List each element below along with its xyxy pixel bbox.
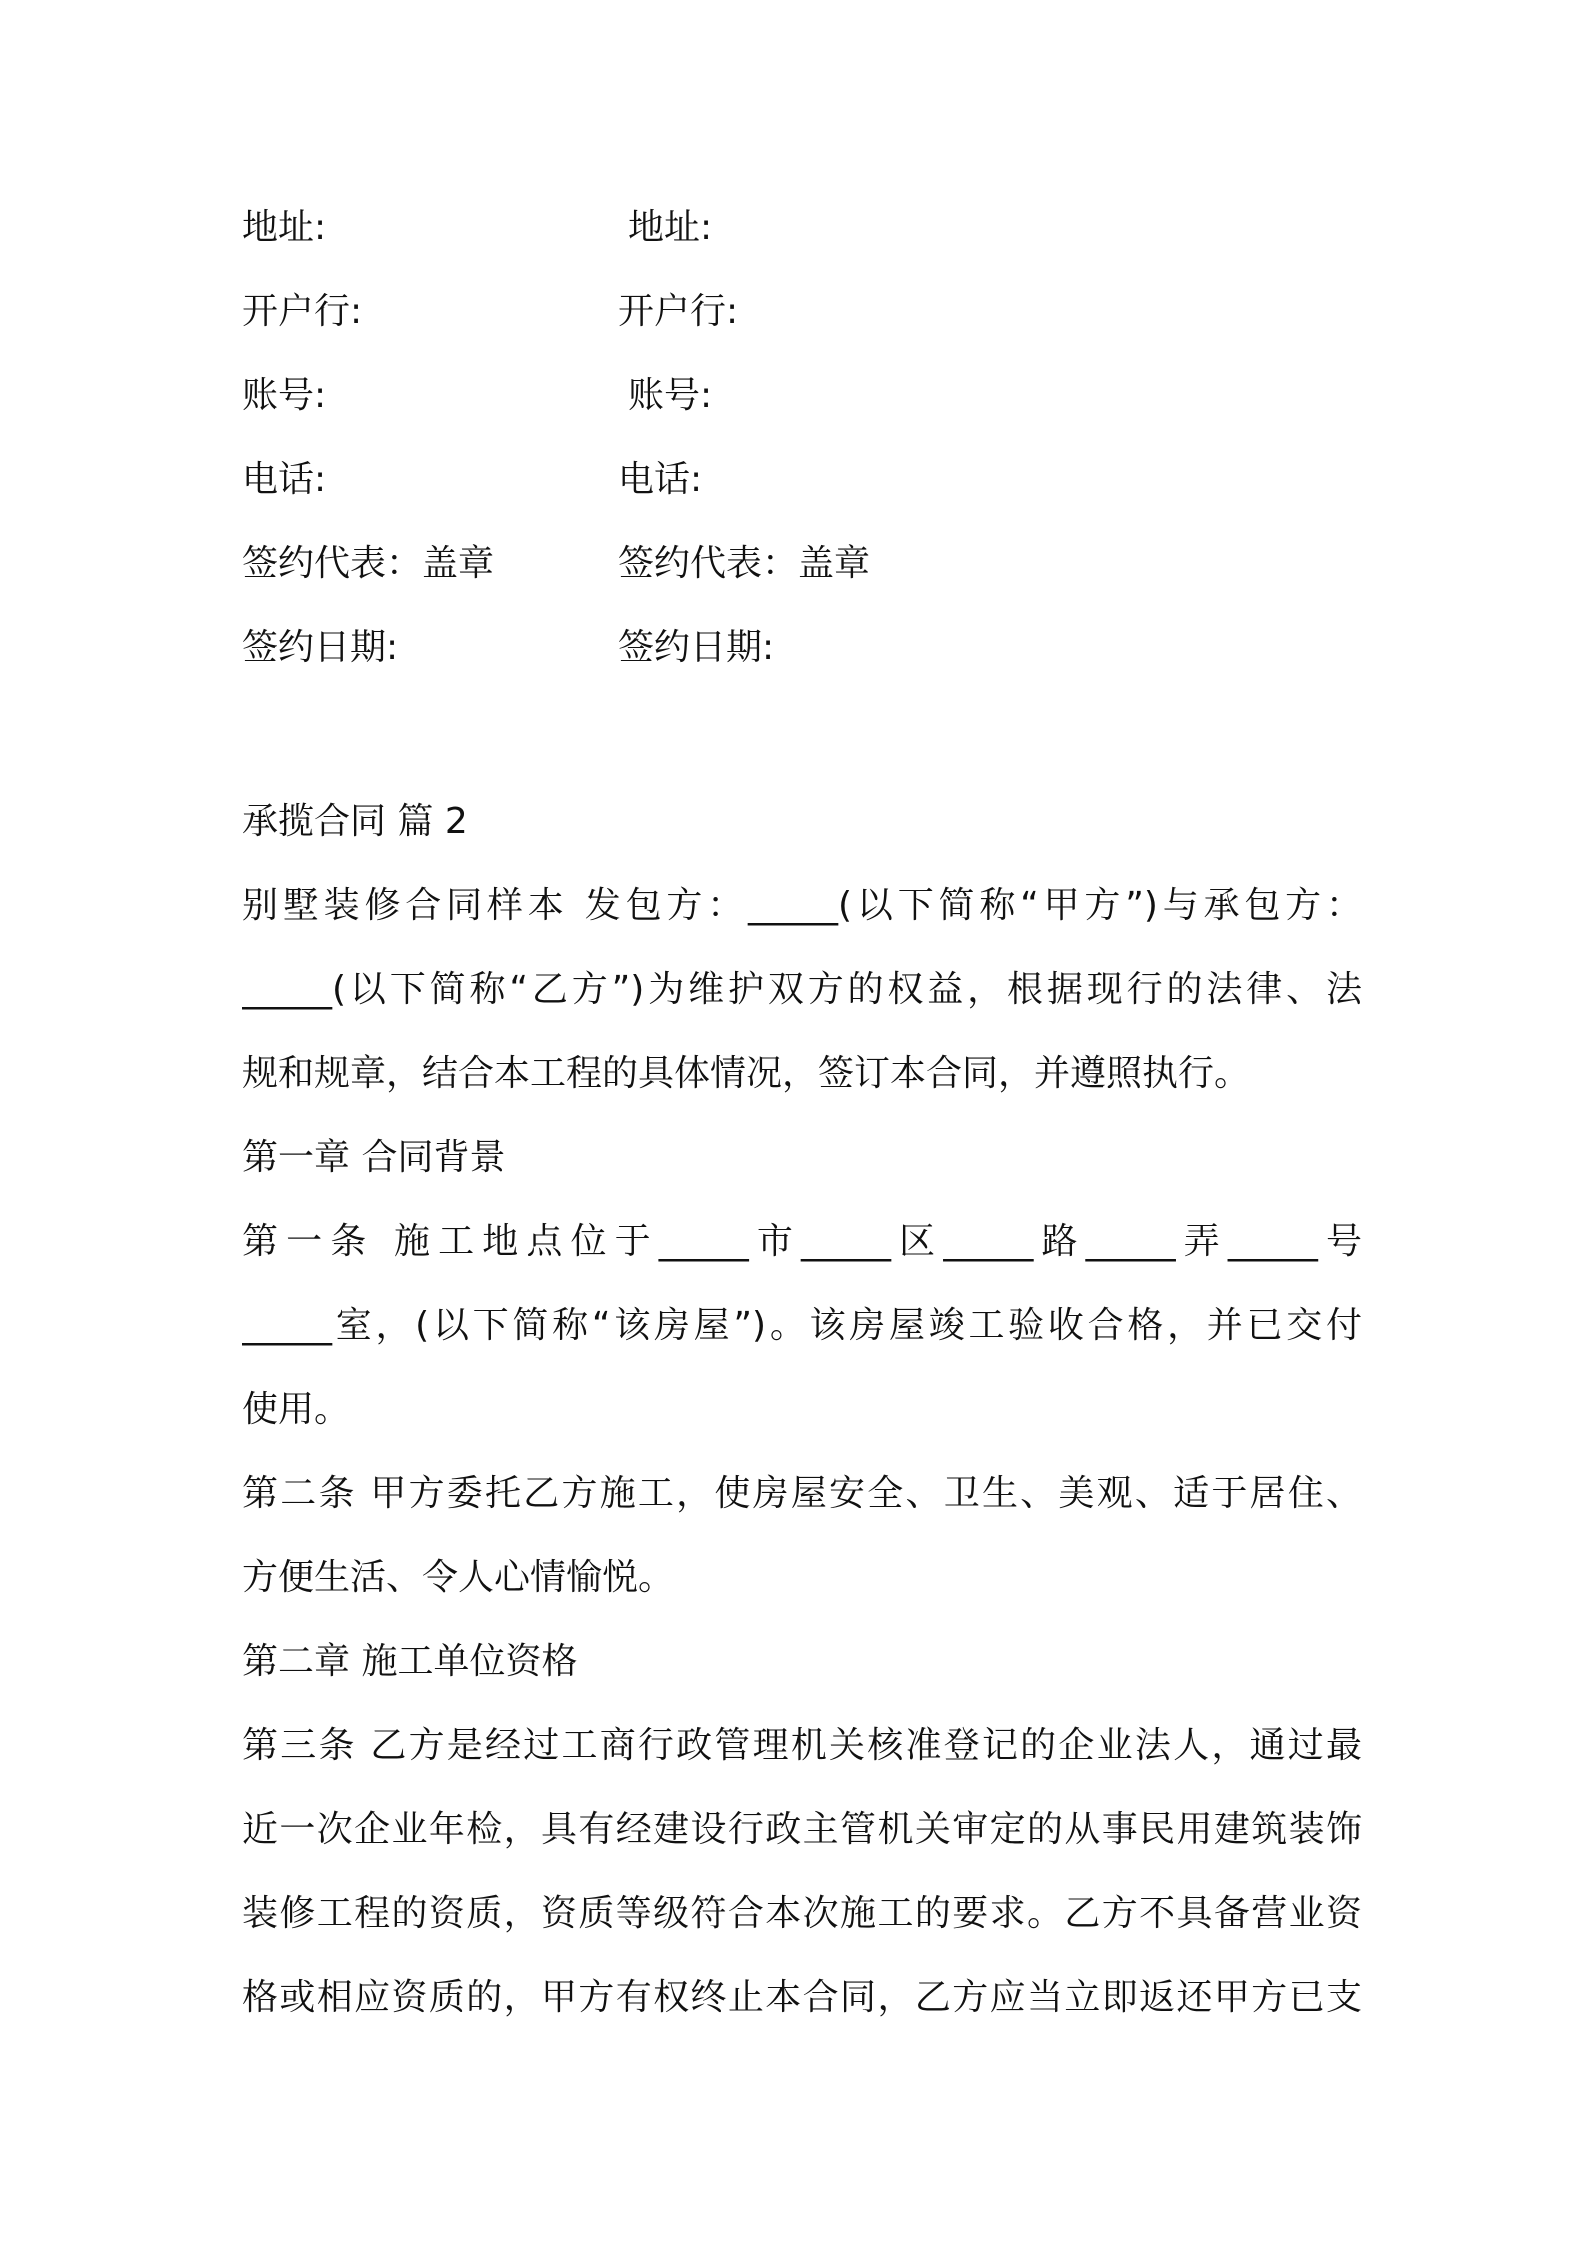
chapter-heading: 第二章 施工单位资格: [242, 1641, 578, 1682]
text-line: 近一次企业年检，具有经建设行政主管机关审定的从事民用建筑装饰: [242, 1809, 1362, 1850]
signature-row-date: [242, 618, 1342, 678]
party-b-representative-label: 签约代表：盖章: [618, 543, 871, 584]
text-line: 第一条 施工地点位于_____市_____区_____路_____弄_____号: [242, 1221, 1362, 1262]
signature-row-phone: [242, 450, 1342, 510]
signature-row-representative: [242, 534, 1342, 594]
text-line: 第三条 乙方是经过工商行政管理机关核准登记的企业法人，通过最: [242, 1725, 1362, 1766]
signature-row-bank: [242, 282, 1342, 342]
party-a-bank-label: 开户行:: [242, 291, 363, 332]
section-heading: 承揽合同 篇 2: [242, 801, 468, 842]
chapter-heading: 第一章 合同背景: [242, 1137, 506, 1178]
signature-row-account: [242, 366, 1342, 426]
party-b-date-label: 签约日期:: [618, 627, 775, 668]
text-line: 别墅装修合同样本 发包方：_____(以下简称“甲方”)与承包方：: [242, 885, 1362, 926]
party-b-address-label: 地址:: [628, 207, 713, 248]
party-b-account-label: 账号:: [628, 375, 713, 416]
party-a-address-label: 地址:: [242, 207, 327, 248]
party-a-representative-label: 签约代表：盖章: [242, 543, 495, 584]
party-a-account-label: 账号:: [242, 375, 327, 416]
party-b-bank-label: 开户行:: [618, 291, 739, 332]
signature-row-address: [242, 198, 1342, 258]
party-a-phone-label: 电话:: [242, 459, 327, 500]
party-a-date-label: 签约日期:: [242, 627, 399, 668]
text-line: 第二条 甲方委托乙方施工，使房屋安全、卫生、美观、适于居住、: [242, 1473, 1362, 1514]
contract-body: [242, 780, 1362, 2040]
text-line: 方便生活、令人心情愉悦。: [242, 1557, 675, 1598]
text-line: 规和规章，结合本工程的具体情况，签订本合同，并遵照执行。: [242, 1053, 1251, 1094]
text-line: _____室，(以下简称“该房屋”)。该房屋竣工验收合格，并已交付: [242, 1305, 1362, 1346]
party-b-phone-label: 电话:: [618, 459, 703, 500]
text-line: 使用。: [242, 1389, 351, 1430]
text-line: _____(以下简称“乙方”)为维护双方的权益，根据现行的法律、法: [242, 969, 1362, 1010]
text-line: 格或相应资质的，甲方有权终止本合同，乙方应当立即返还甲方已支: [242, 1977, 1362, 2018]
text-line: 装修工程的资质，资质等级符合本次施工的要求。乙方不具备营业资: [242, 1893, 1362, 1934]
